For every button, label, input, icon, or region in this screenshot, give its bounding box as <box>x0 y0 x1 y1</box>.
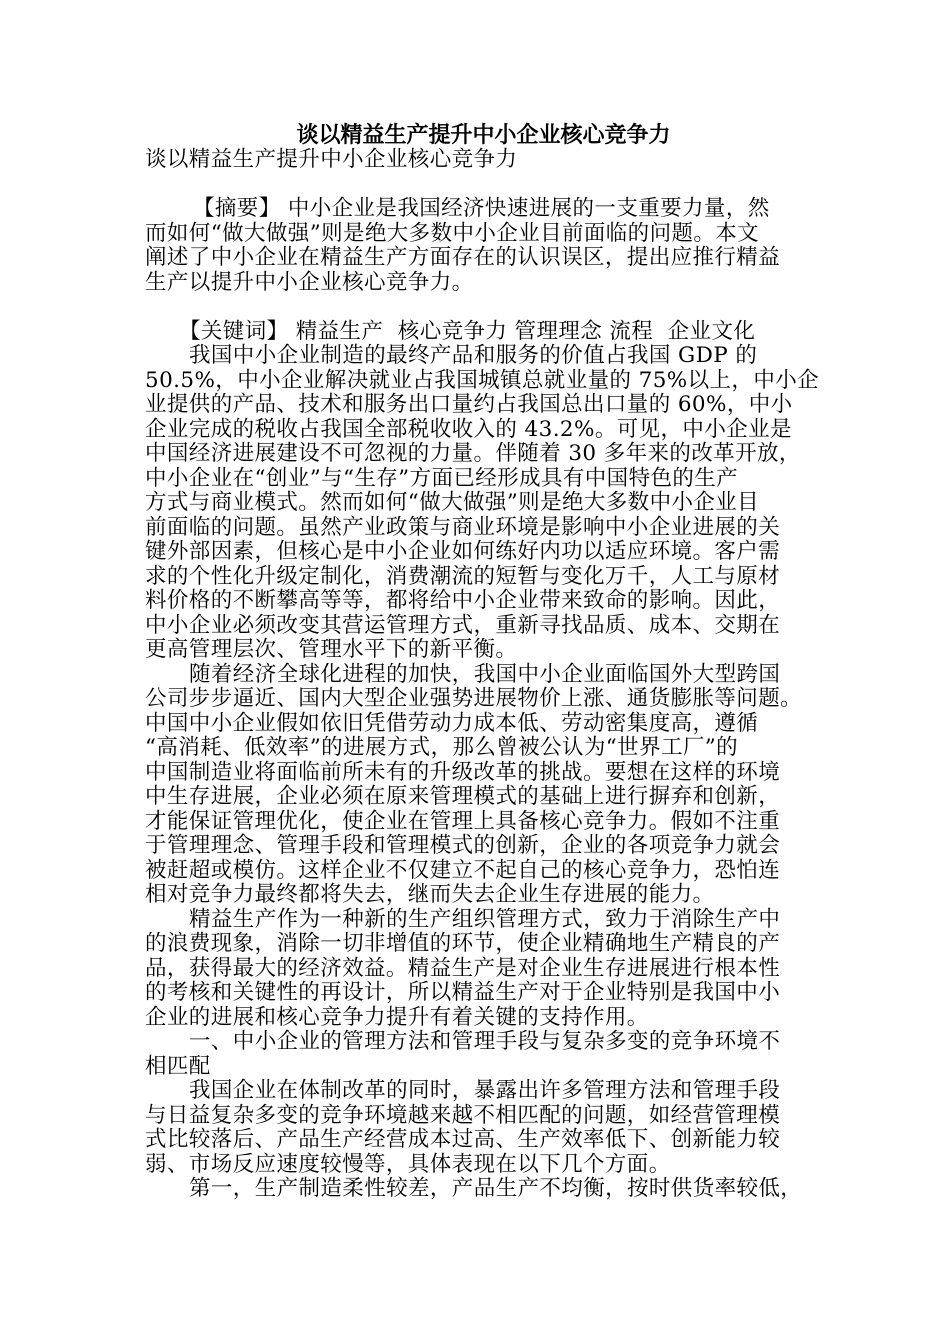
paragraph-line: 第一，生产制造柔性较差，产品生产不均衡，按时供货率较低， <box>189 1176 803 1201</box>
blank-line <box>145 295 810 320</box>
paragraph-line: 随着经济全球化进程的加快，我国中小企业面临国外大型跨国 <box>189 661 781 687</box>
paragraph-line: 中生存进展，企业必须在原来管理模式的基础上进行摒弃和创新， <box>145 784 781 809</box>
paragraph-line: 于管理理念、管理手段和管理模式的创新，企业的各项竞争力就会 <box>145 833 781 858</box>
body-text <box>145 343 820 1202</box>
paragraph-line: 方式与商业模式。然而如何“做大做强”则是绝大多数中小企业目 <box>145 490 760 515</box>
abstract-line: 而如何“做大做强”则是绝大多数中小企业目前面临的问题。本文 <box>145 220 760 246</box>
paragraph-line: 求的个性化升级定制化，消费潮流的短暂与变化万千，人工与原材 <box>145 563 781 589</box>
paragraph-line: 中小企业在“创业”与“生存”方面已经形成具有中国特色的生产 <box>145 465 739 491</box>
paragraph-line: 的浪费现象，消除一切非增值的环节，使企业精确地生产精良的产 <box>145 931 781 956</box>
document-page <box>145 122 820 1202</box>
paragraph-line: 公司步步逼近、国内大型企业强势进展物价上涨、通货膨胀等问题。 <box>145 686 803 711</box>
document-subtitle: 谈以精益生产提升中小企业核心竞争力 <box>145 147 518 172</box>
paragraph-line: 的考核和关键性的再设计，所以精益生产对于企业特别是我国中小 <box>145 980 781 1005</box>
paragraph-line: 更高管理层次、管理水平下的新平衡。 <box>145 637 518 662</box>
keywords: 【关键词】 精益生产 核心竞争力 管理理念 流程 企业文化 <box>179 318 756 344</box>
paragraph-line: 精益生产作为一种新的生产组织管理方式，致力于消除生产中 <box>189 906 781 932</box>
document-title: 谈以精益生产提升中小企业核心竞争力 <box>296 122 671 148</box>
paragraph-line: 我国中小企业制造的最终产品和服务的价值占我国 GDP 的 <box>189 343 758 368</box>
paragraph-line: 中国制造业将面临前所未有的升级改革的挑战。要想在这样的环境 <box>145 759 781 785</box>
paragraph-line: 一、中小企业的管理方法和管理手段与复杂多变的竞争环境不 <box>189 1029 781 1054</box>
paragraph-line: 中国中小企业假如依旧凭借劳动力成本低、劳动密集度高，遵循 <box>145 710 759 736</box>
abstract-line: 【摘要】 中小企业是我国经济快速进展的一支重要力量，然 <box>193 196 770 221</box>
paragraph-line: 企业的进展和核心竞争力提升有着关键的支持作用。 <box>145 1004 649 1030</box>
paragraph-line: 相对竞争力最终都将失去，继而失去企业生存进展的能力。 <box>145 882 715 907</box>
paragraph-line: 键外部因素，但核心是中小企业如何练好内功以适应环境。客户需 <box>145 539 781 564</box>
paragraph-line: 业提供的产品、技术和服务出口量约占我国总出口量的 60%，中小 <box>145 392 793 417</box>
paragraph-line: 才能保证管理优化，使企业在管理上具备核心竞争力。假如不注重 <box>145 808 781 834</box>
paragraph-line: “高消耗、低效率”的进展方式，那么曾被公认为“世界工厂”的 <box>145 735 739 760</box>
section-heading <box>145 1030 810 1079</box>
paragraph-line: 品，获得最大的经济效益。精益生产是对企业生存进展进行根本性 <box>145 955 781 981</box>
blank-line <box>145 173 810 198</box>
paragraph-line: 前面临的问题。虽然产业政策与商业环境是影响中小企业进展的关 <box>145 514 781 540</box>
paragraph-line: 中小企业必须改变其营运管理方式，重新寻找品质、成本、交期在 <box>145 612 781 638</box>
paragraph-line: 我国企业在体制改革的同时，暴露出许多管理方法和管理手段 <box>189 1078 781 1103</box>
paragraph-line: 与日益复杂多变的竞争环境越来越不相匹配的问题，如经营管理模 <box>145 1102 781 1128</box>
paragraph-line: 弱、市场反应速度较慢等，具体表现在以下几个方面。 <box>145 1151 671 1177</box>
paragraph <box>145 1079 810 1177</box>
paragraph-line: 企业完成的税收占我国全部税收收入的 43.2%。可见，中小企业是 <box>145 416 792 442</box>
paragraph-line: 50.5%，中小企业解决就业占我国城镇总就业量的 75%以上，中小企 <box>145 367 820 393</box>
paragraph-line: 式比较落后、产品生产经营成本过高、生产效率低下、创新能力较 <box>145 1127 781 1152</box>
abstract-line: 阐述了中小企业在精益生产方面存在的认识误区，提出应推行精益 <box>145 245 781 270</box>
paragraph <box>145 663 810 908</box>
paragraph <box>145 908 810 1031</box>
paragraph-line: 料价格的不断攀高等等，都将给中小企业带来致命的影响。因此， <box>145 588 781 613</box>
paragraph <box>145 343 820 663</box>
paragraph <box>145 1177 810 1202</box>
abstract-line: 生产以提升中小企业核心竞争力。 <box>145 269 474 295</box>
paragraph-line: 被赶超或模仿。这样企业不仅建立不起自己的核心竞争力，恐怕连 <box>145 857 781 883</box>
paragraph-line: 中国经济进展建设不可忽视的力量。伴随着 30 多年来的改革开放， <box>145 441 801 466</box>
paragraph-line: 相匹配 <box>145 1053 211 1079</box>
abstract <box>145 197 810 295</box>
